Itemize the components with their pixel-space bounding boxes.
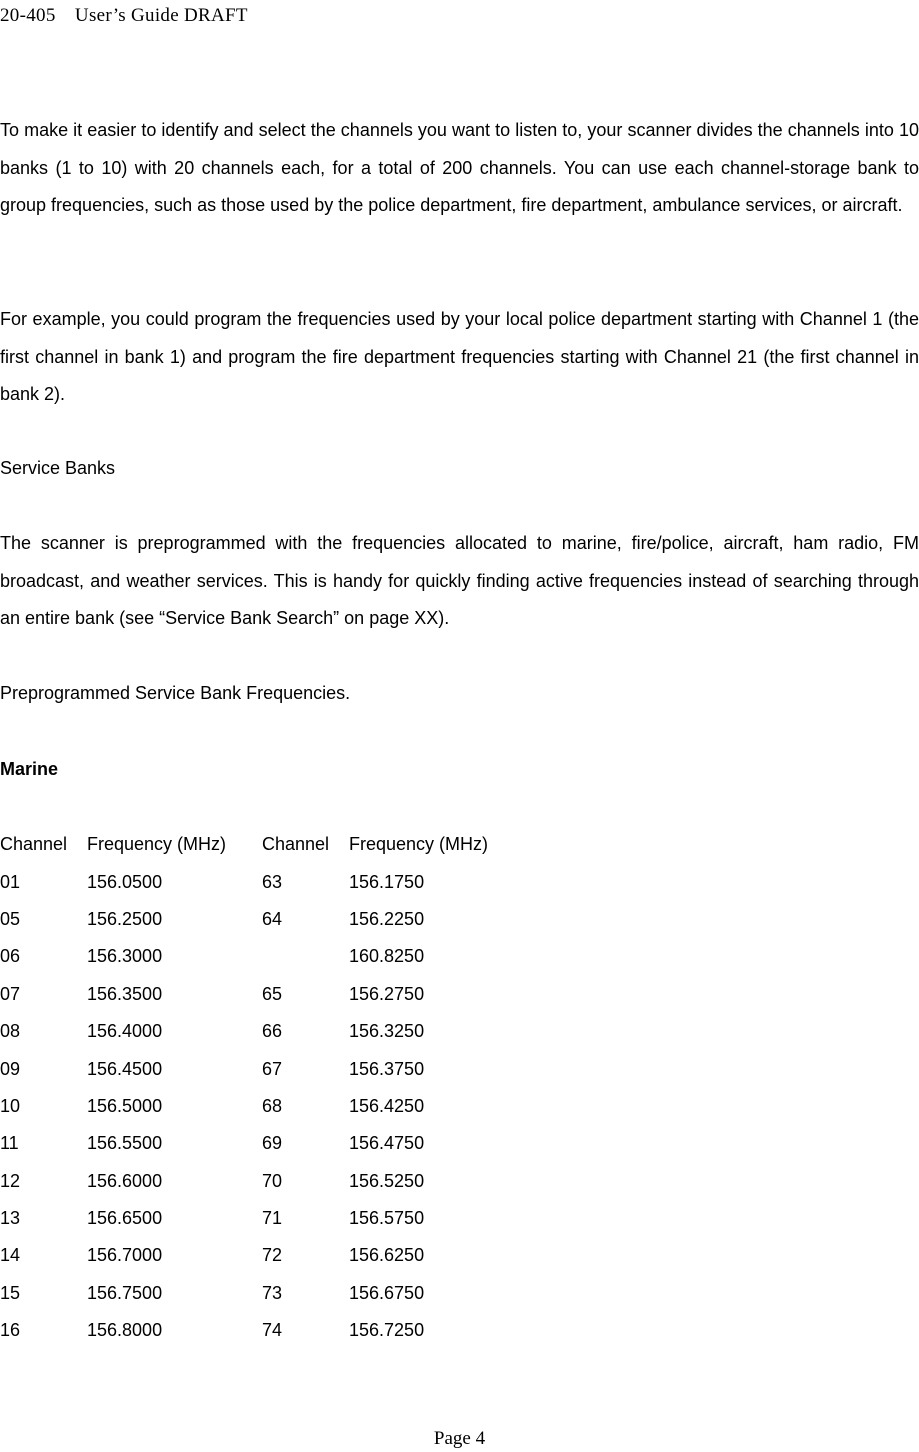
- frequency-cell: 156.4250: [349, 1095, 425, 1116]
- frequency-cell: 156.4000: [87, 1021, 163, 1042]
- table-row: [0, 1275, 549, 1312]
- marine-heading: Marine: [0, 759, 59, 779]
- marine-frequency-table: [0, 826, 549, 1349]
- channel-cell: 11: [0, 1133, 19, 1154]
- service-banks-heading: Service Banks: [0, 458, 116, 478]
- table-row: [0, 1163, 549, 1200]
- frequency-cell: 156.0500: [87, 871, 163, 892]
- table-header-row: [0, 826, 549, 863]
- intro-paragraph: To make it easier to identify and select the channels you want to listen to, your scanner divides the channels into 10 banks (1 to 10) with 20 channels each, for a total of 200 channels. You can use each channel-storage bank to group frequencies, such as those used by the police department, fire department, ambulance services, or aircraft.: [0, 120, 919, 216]
- channel-cell: 05: [0, 908, 21, 929]
- frequency-cell: 156.5500: [87, 1133, 163, 1154]
- channel-cell: 71: [262, 1208, 283, 1229]
- channel-cell: 15: [0, 1282, 21, 1303]
- frequency-cell: 156.2250: [349, 908, 425, 929]
- frequency-cell: 156.6250: [349, 1245, 425, 1266]
- channel-cell: 12: [0, 1170, 21, 1191]
- document-header: 20-405 User’s Guide DRAFT: [0, 5, 248, 26]
- frequency-cell: 156.3500: [87, 983, 163, 1004]
- frequency-cell: 156.8000: [87, 1320, 163, 1341]
- channel-cell: 73: [262, 1282, 283, 1303]
- frequency-cell: 156.1750: [349, 871, 425, 892]
- frequency-cell: 156.4750: [349, 1133, 425, 1154]
- frequency-cell: 156.6000: [87, 1170, 163, 1191]
- column-header: Frequency (MHz): [349, 834, 489, 855]
- table-row: [0, 1013, 549, 1050]
- column-header: Channel: [0, 834, 68, 855]
- channel-cell: 13: [0, 1208, 21, 1229]
- example-paragraph: For example, you could program the frequencies used by your local police department starting with Channel 1 (the first channel in bank 1) and program the fire department frequencies starting with Channel 21 (the first channel in bank 2).: [0, 309, 919, 405]
- frequency-cell: 156.3000: [87, 946, 163, 967]
- channel-cell: 08: [0, 1021, 21, 1042]
- frequency-cell: 156.3750: [349, 1058, 425, 1079]
- table-row: [0, 938, 549, 975]
- channel-cell: 70: [262, 1170, 283, 1191]
- frequency-cell: 156.2750: [349, 983, 425, 1004]
- frequency-cell: 156.4500: [87, 1058, 163, 1079]
- frequency-cell: 156.5000: [87, 1095, 163, 1116]
- channel-cell: 67: [262, 1058, 283, 1079]
- column-header: Frequency (MHz): [87, 834, 227, 855]
- frequency-cell: 156.6750: [349, 1282, 425, 1303]
- channel-cell: 16: [0, 1320, 21, 1341]
- frequency-cell: 156.7500: [87, 1282, 163, 1303]
- channel-cell: 64: [262, 908, 283, 929]
- frequency-cell: 156.7250: [349, 1320, 425, 1341]
- channel-cell: 72: [262, 1245, 283, 1266]
- frequency-cell: 156.6500: [87, 1208, 163, 1229]
- channel-cell: 10: [0, 1095, 21, 1116]
- page-number: Page 4: [433, 1428, 486, 1449]
- table-row: [0, 976, 549, 1013]
- frequency-cell: 156.5250: [349, 1170, 425, 1191]
- channel-cell: 07: [0, 983, 21, 1004]
- channel-cell: [262, 938, 349, 975]
- table-row: [0, 1200, 549, 1237]
- channel-cell: 14: [0, 1245, 21, 1266]
- frequency-cell: 156.5750: [349, 1208, 425, 1229]
- channel-cell: 63: [262, 871, 283, 892]
- frequency-cell: 156.3250: [349, 1021, 425, 1042]
- channel-cell: 74: [262, 1320, 283, 1341]
- table-row: [0, 1088, 549, 1125]
- table-row: [0, 863, 549, 900]
- frequency-cell: 160.8250: [349, 946, 425, 967]
- frequency-cell: 156.7000: [87, 1245, 163, 1266]
- channel-cell: 06: [0, 946, 21, 967]
- table-row: [0, 1125, 549, 1162]
- table-row: [0, 1050, 549, 1087]
- channel-cell: 66: [262, 1021, 283, 1042]
- channel-cell: 01: [0, 871, 21, 892]
- channel-cell: 69: [262, 1133, 283, 1154]
- table-row: [0, 901, 549, 938]
- channel-cell: 65: [262, 983, 283, 1004]
- table-row: [0, 1312, 549, 1349]
- service-banks-paragraph: The scanner is preprogrammed with the frequencies allocated to marine, fire/police, aircraft, ham radio, FM broadcast, and weather services. This is handy for quickly finding active frequencies instead of searching through an entire bank (see “Service Bank Search” on page XX).: [0, 533, 919, 629]
- frequency-cell: 156.2500: [87, 908, 163, 929]
- channel-cell: 09: [0, 1058, 21, 1079]
- column-header: Channel: [262, 834, 330, 855]
- channel-cell: 68: [262, 1095, 283, 1116]
- preprogrammed-heading: Preprogrammed Service Bank Frequencies.: [0, 683, 351, 703]
- table-row: [0, 1237, 549, 1274]
